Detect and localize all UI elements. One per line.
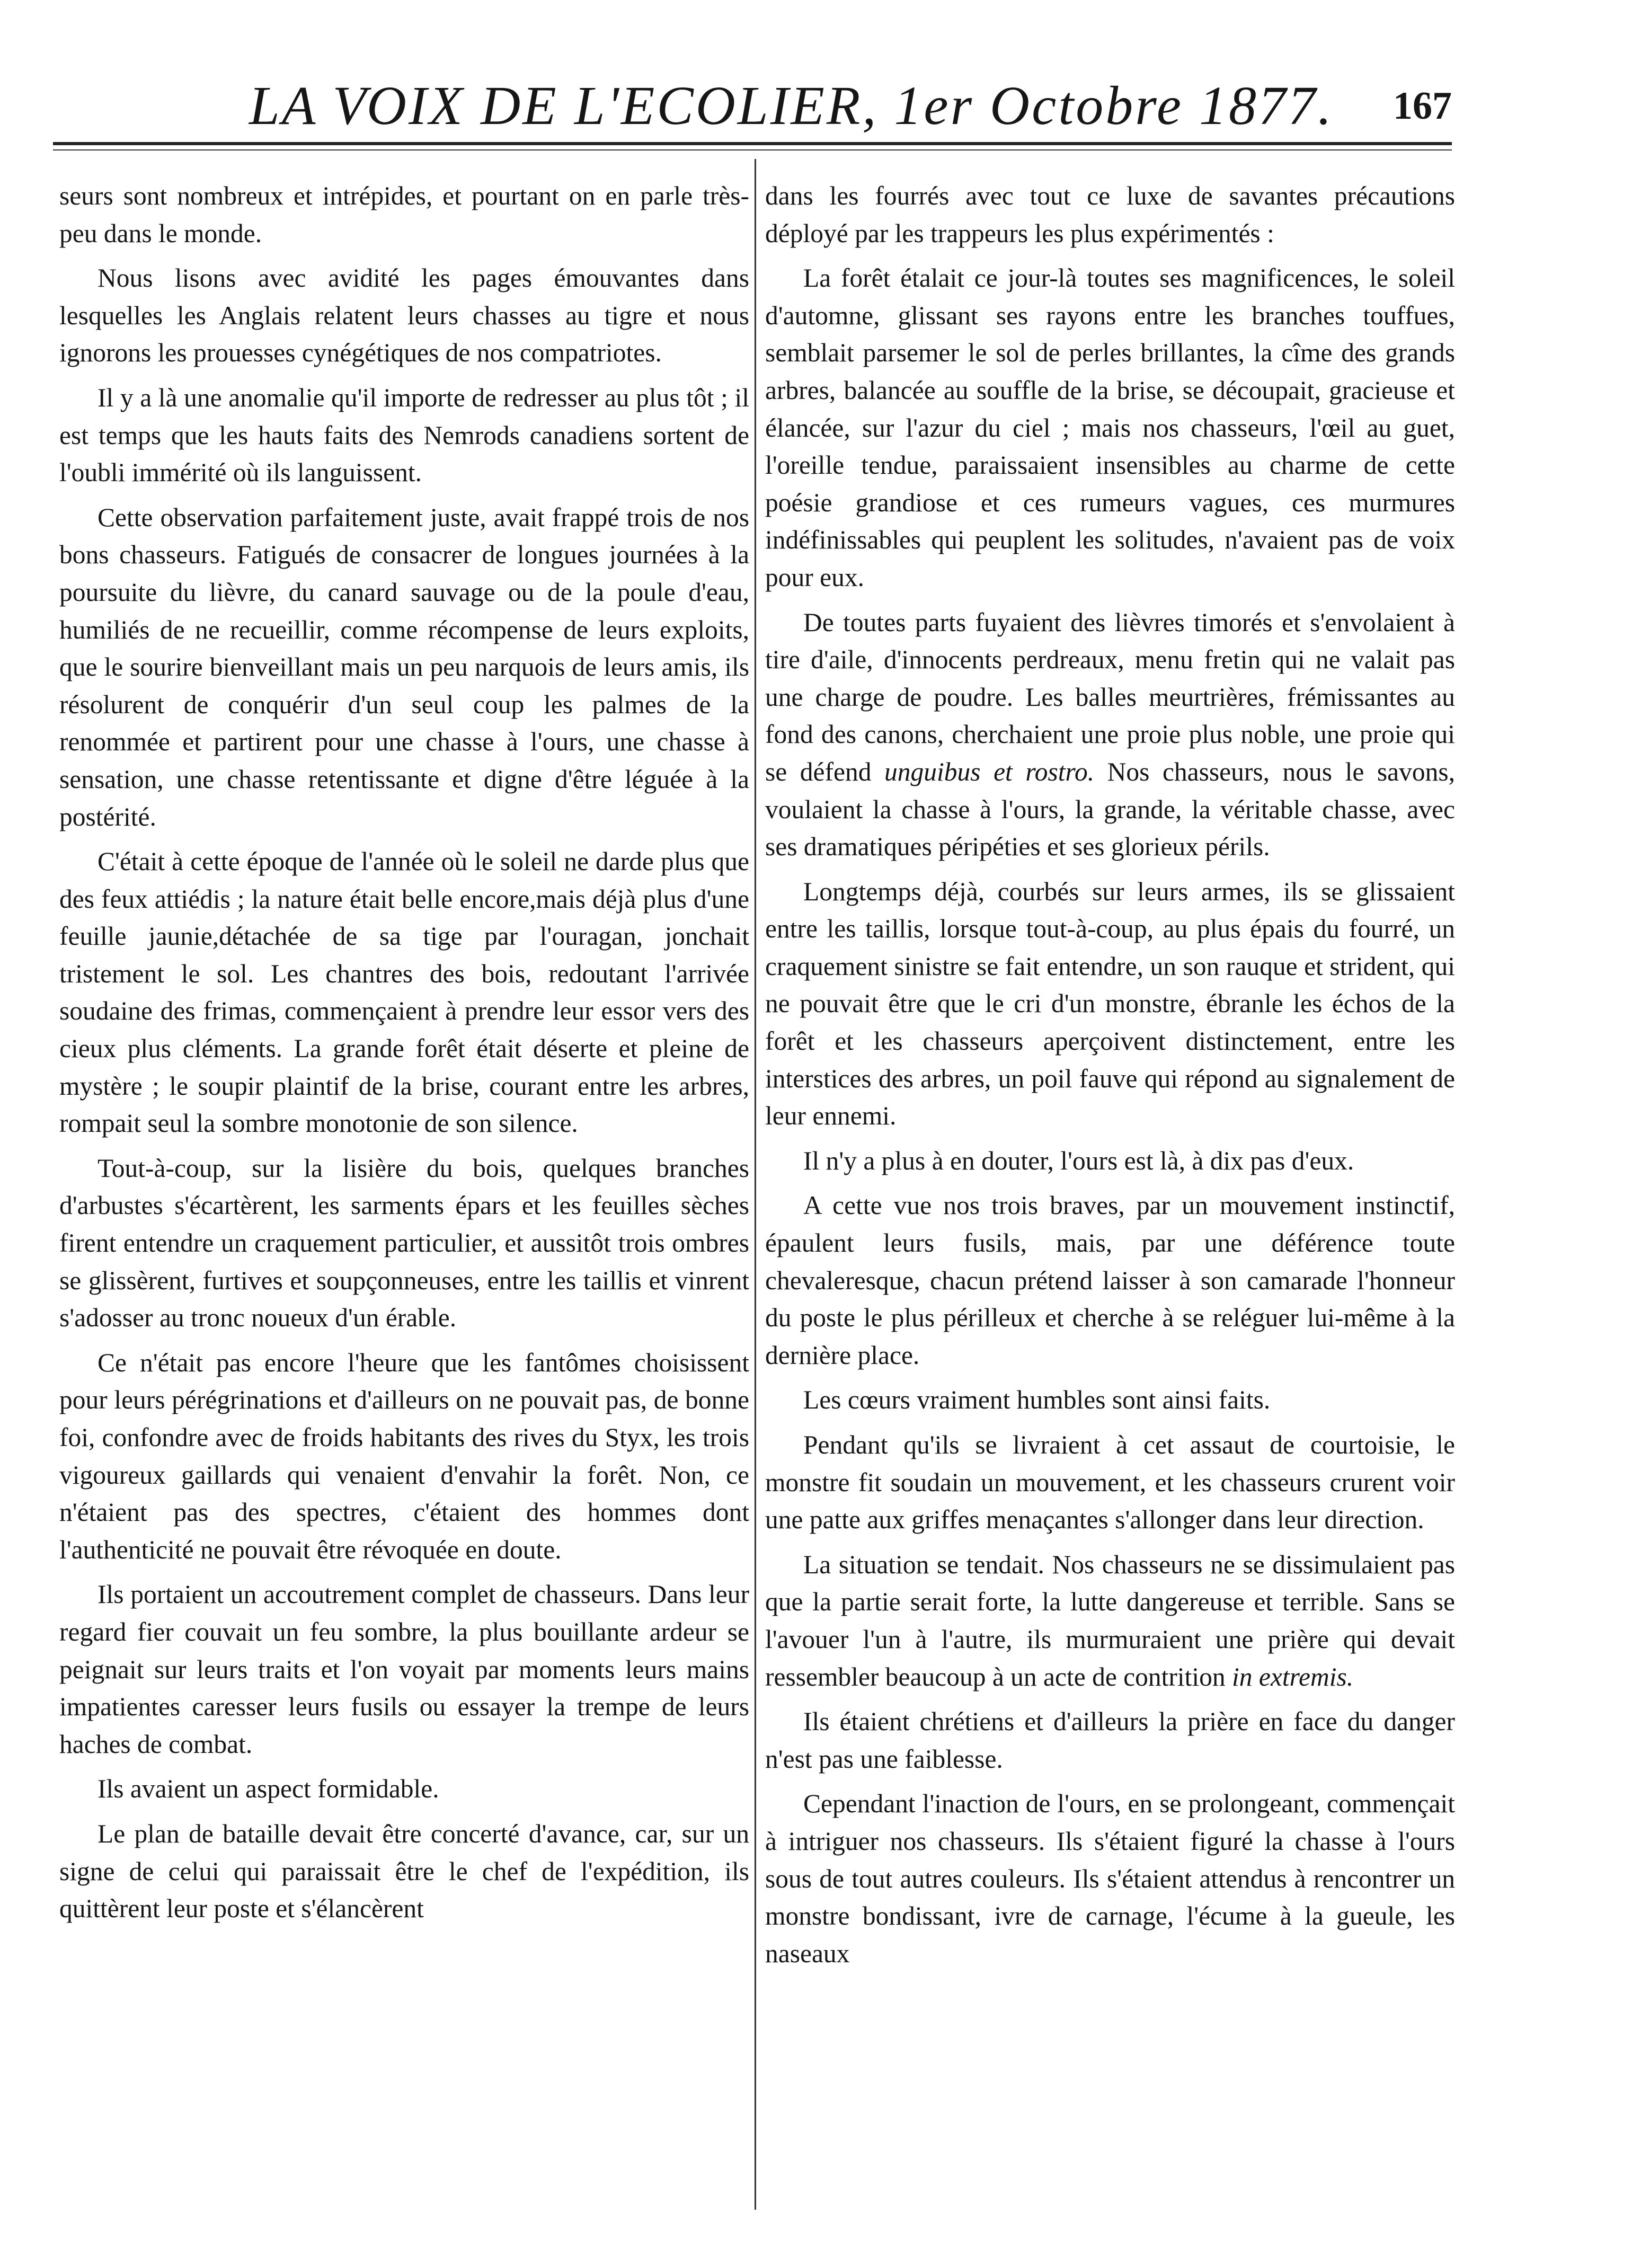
paragraph: Ils portaient un accoutrement complet de chasseurs. Dans leur regard fier couvait un feu sombre, la plus bouillante ardeur se peignait sur leurs traits et l'on voyait par moments leurs mains impatientes caresser leurs fusils ou essayer la trempe de leurs haches de combat.: [59, 1580, 749, 1759]
latin-phrase: in extremis.: [1232, 1662, 1354, 1691]
paragraph: seurs sont nombreux et intrépides, et pourtant on en parle très-peu dans le monde.: [59, 181, 749, 248]
paragraph: Il n'y a plus à en douter, l'ours est là, à dix pas d'eux.: [803, 1146, 1354, 1175]
paragraph: Pendant qu'ils se livraient à cet assaut de courtoisie, le monstre fit soudain un mouvement, et les chasseurs crurent voir une patte aux griffes menaçantes s'allonger dans leur direction.: [765, 1430, 1455, 1535]
paragraph: Ils avaient un aspect formidable.: [97, 1774, 439, 1804]
paragraph: Longtemps déjà, courbés sur leurs armes, ils se glissaient entre les taillis, lorsque tout-à-coup, au plus épais du fourré, un craquement sinistre se fait entendre, un son rauque et strident, qui ne pouvait être que le cri d'un monstre, ébranle les échos de la forêt et les chasseurs aperçoivent distinctement, entre les interstices des arbres, un poil fauve qui répond au signalement de leur ennemi.: [765, 876, 1455, 1131]
paragraph: A cette vue nos trois braves, par un mouvement instinctif, épaulent leurs fusils, mais, par une déférence toute chevaleresque, chacun prétend laisser à son camarade l'honneur du poste le plus périlleux et cherche à se reléguer lui-même à la dernière place.: [765, 1191, 1455, 1370]
paragraph: Ce n'était pas encore l'heure que les fantômes choisissent pour leurs pérégrinations et d'ailleurs on ne pouvait pas, de bonne foi, confondre avec de froids habitants des rives du Styx, les trois vigoureux gaillards qui venaient d'envahir la forêt. Non, ce n'étaient pas des spectres, c'étaient des hommes dont l'authenticité ne pouvait être révoquée en doute.: [59, 1348, 749, 1564]
header-rule-thin: [53, 149, 1452, 150]
paragraph: Il y a là une anomalie qu'il importe de redresser au plus tôt ; il est temps que les hauts faits des Nemrods canadiens sortent de l'oubli immérité où ils languissent.: [59, 383, 749, 488]
paragraph: Cette observation parfaitement juste, avait frappé trois de nos bons chasseurs. Fatigués de consacrer de longues journées à la poursuite du lièvre, du canard sauvage ou de la poule d'eau, humiliés de ne recueillir, comme récompense de leurs exploits, que le sourire bienveillant mais un peu narquois de leurs amis, ils résolurent de conquérir d'un seul coup les palmes de la renommée et partirent pour une chasse à l'ours, une chasse à sensation, une chasse retentissante et digne d'être léguée à la postérité.: [59, 502, 749, 831]
page-header: [53, 69, 1452, 143]
paragraph-text: De toutes parts fuyaient des lièvres timorés et s'envolaient à tire d'aile, d'innocents perdreaux, menu fretin qui ne valait pas une charge de poudre. Les balles meurtrières, frémissantes au fond des canons, cherchaient une proie plus noble, une proie qui se défend: [765, 607, 1455, 786]
paragraph: Les cœurs vraiment humbles sont ainsi faits.: [803, 1385, 1271, 1415]
latin-phrase: unguibus et rostro.: [884, 757, 1095, 786]
paragraph: Cependant l'inaction de l'ours, en se prolongeant, commençait à intriguer nos chasseurs. Ils s'étaient figuré la chasse à l'ours sous de tout autres couleurs. Ils s'étaient attendus à rencontrer un monstre bondissant, ivre de carnage, l'écume à la gueule, les naseaux: [765, 1789, 1455, 1968]
paragraph: [765, 604, 1455, 866]
paragraph-text: La situation se tendait. Nos chasseurs ne se dissimulaient pas que la partie serait forte, la lutte dangereuse et terrible. Sans se l'avouer l'un à l'autre, ils murmuraient une prière qui devait ressembler beaucoup à un acte de contrition: [765, 1549, 1455, 1691]
paragraph-text: Nos chasseurs, nous le savons, voulaient la chasse à l'ours, la grande, la véritable chasse, avec ses dramatiques péripéties et ses glorieux périls.: [765, 757, 1455, 862]
header-rule: [53, 142, 1452, 145]
paragraph: La forêt étalait ce jour-là toutes ses magnificences, le soleil d'automne, glissant ses rayons entre les branches touffues, semblait parsemer le sol de perles brillantes, la cîme des grands arbres, balancée au souffle de la brise, se découpait, gracieuse et élancée, sur l'azur du ciel ; mais nos chasseurs, l'œil au guet, l'oreille tendue, paraissaient insensibles au charme de cette poésie grandiose et ces rumeurs vagues, ces murmures indéfinissables qui peuplent les solitudes, n'avaient pas de voix pour eux.: [765, 263, 1455, 592]
paragraph: [765, 1546, 1455, 1696]
page-number: 167: [1393, 84, 1452, 128]
paragraph: Ils étaient chrétiens et d'ailleurs la prière en face du danger n'est pas une faiblesse.: [765, 1707, 1455, 1774]
paragraph: Tout-à-coup, sur la lisière du bois, quelques branches d'arbustes s'écartèrent, les sarments épars et les feuilles sèches firent entendre un craquement particulier, et aussitôt trois ombres se glissèrent, furtives et soupçonneuses, entre les taillis et vinrent s'adosser au tronc noueux d'un érable.: [59, 1153, 749, 1333]
journal-title: LA VOIX DE L'ECOLIER, 1er Octobre 1877.: [249, 75, 1334, 136]
paragraph: Le plan de bataille devait être concerté d'avance, car, sur un signe de celui qui paraissait être le chef de l'expédition, ils quittèrent leur poste et s'élancèrent: [59, 1819, 749, 1924]
right-column: [765, 178, 1455, 2223]
paragraph: dans les fourrés avec tout ce luxe de savantes précautions déployé par les trappeurs les plus expérimentés :: [765, 181, 1455, 248]
column-divider: [755, 159, 756, 2210]
paragraph: Nous lisons avec avidité les pages émouvantes dans lesquelles les Anglais relatent leurs chasses au tigre et nous ignorons les prouesses cynégétiques de nos compatriotes.: [59, 263, 749, 368]
left-column: [59, 178, 749, 2223]
paragraph: C'était à cette époque de l'année où le soleil ne darde plus que des feux attiédis ; la nature était belle encore,mais déjà plus d'une feuille jaunie,détachée de sa tige par l'ouragan, jonchait tristement le sol. Les chantres des bois, redoutant l'arrivée soudaine des frimas, commençaient à prendre leur essor vers des cieux plus cléments. La grande forêt était déserte et pleine de mystère ; le soupir plaintif de la brise, courant entre les arbres, rompait seul la sombre monotonie de son silence.: [59, 847, 749, 1138]
